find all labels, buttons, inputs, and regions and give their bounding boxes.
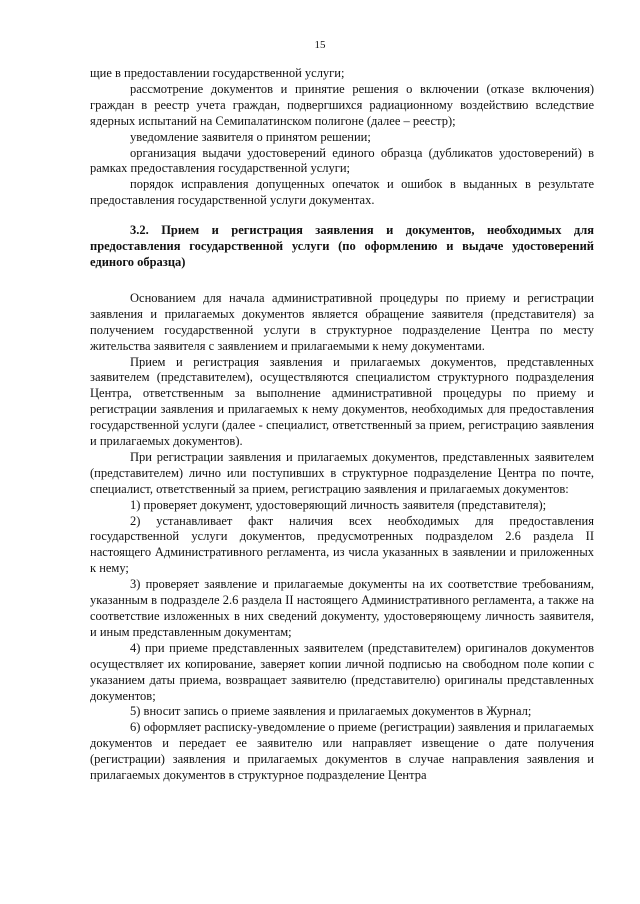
- paragraph-reception-registration: Прием и регистрация заявления и прилагаемых документов, представленных заявителем (представителем), осуществляются специалистом структурного подразделения Центра, ответственным за выполнение административной процедуры по приему и регистрации заявления и прилагаемых к нему документов, необходимых для предоставления государственной услуги (далее - специалист, ответственный за прием, регистрацию заявления и прилагаемых документов).: [90, 354, 594, 449]
- paragraph-issue-certificates: организация выдачи удостоверений единого образца (дубликатов удостоверений) в рамках предоставления государственной услуги;: [90, 145, 594, 176]
- section-heading-3-2: 3.2. Прием и регистрация заявления и документов, необходимых для предоставления государственной услуги (по оформлению и выдаче удостоверений единого образца): [90, 223, 594, 269]
- document-body: [90, 66, 594, 784]
- paragraph-registration-steps-intro: При регистрации заявления и прилагаемых документов, представленных заявителем (представителем) лично или поступивших в структурное подразделение Центра по почте, специалист, ответственный за прием, регистрацию заявления и прилагаемых документов:: [90, 449, 594, 496]
- paragraph-basis: Основанием для начала административной процедуры по приему и регистрации заявления и прилагаемых документов является обращение заявителя (представителя) за получением государственной услуги в структурное подразделение Центра по месту жительства заявителя с заявлением и прилагаемыми к нему документами.: [90, 290, 594, 353]
- list-item-2: 2) устанавливает факт наличия всех необходимых для предоставления государственной услуги документов, предусмотренных подразделом 2.6 раздела II настоящего Административного регламента, из числа указанных в заявлении и приложенных к нему;: [90, 513, 594, 576]
- list-item-3: 3) проверяет заявление и прилагаемые документы на их соответствие требованиям, указанным в подразделе 2.6 раздела II настоящего Административного регламента, а также на соответствие изложенных в них сведений документу, удостоверяющему личность заявителя, и иным представленным документам;: [90, 577, 594, 639]
- paragraph-continuation: щие в предоставлении государственной услуги;: [90, 66, 345, 80]
- paragraph-notify-applicant: уведомление заявителя о принятом решении;: [130, 129, 371, 144]
- page-number: 15: [314, 39, 326, 51]
- list-item-6: 6) оформляет расписку-уведомление о приеме (регистрации) заявления и прилагаемых документов и передает ее заявителю или направляет извещение о дате получения (регистрации) заявления и прилагаемых документов в случае направления заявления и прилагаемых документов в структурное подразделение Центра: [90, 720, 594, 783]
- paragraph-correction-procedure: порядок исправления допущенных опечаток и ошибок в выданных в результате предоставления государственной услуги документах.: [90, 177, 594, 208]
- list-item-5: 5) вносит запись о приеме заявления и прилагаемых документов в Журнал;: [130, 704, 532, 719]
- list-item-4: 4) при приеме представленных заявителем (представителем) оригиналов документов осуществляет их копирование, заверяет копии личной подписью на свободном поле копии с указанием даты приема, возвращает заявителю (представителю) оригиналы представленных документов;: [90, 640, 594, 703]
- list-item-1: 1) проверяет документ, удостоверяющий личность заявителя (представителя);: [130, 497, 547, 512]
- paragraph-review-documents: рассмотрение документов и принятие решения о включении (отказе включения) граждан в реестр учета граждан, подвергшихся радиационному воздействию вследствие ядерных испытаний на Семипалатинском полигоне (далее – реестр);: [90, 81, 594, 128]
